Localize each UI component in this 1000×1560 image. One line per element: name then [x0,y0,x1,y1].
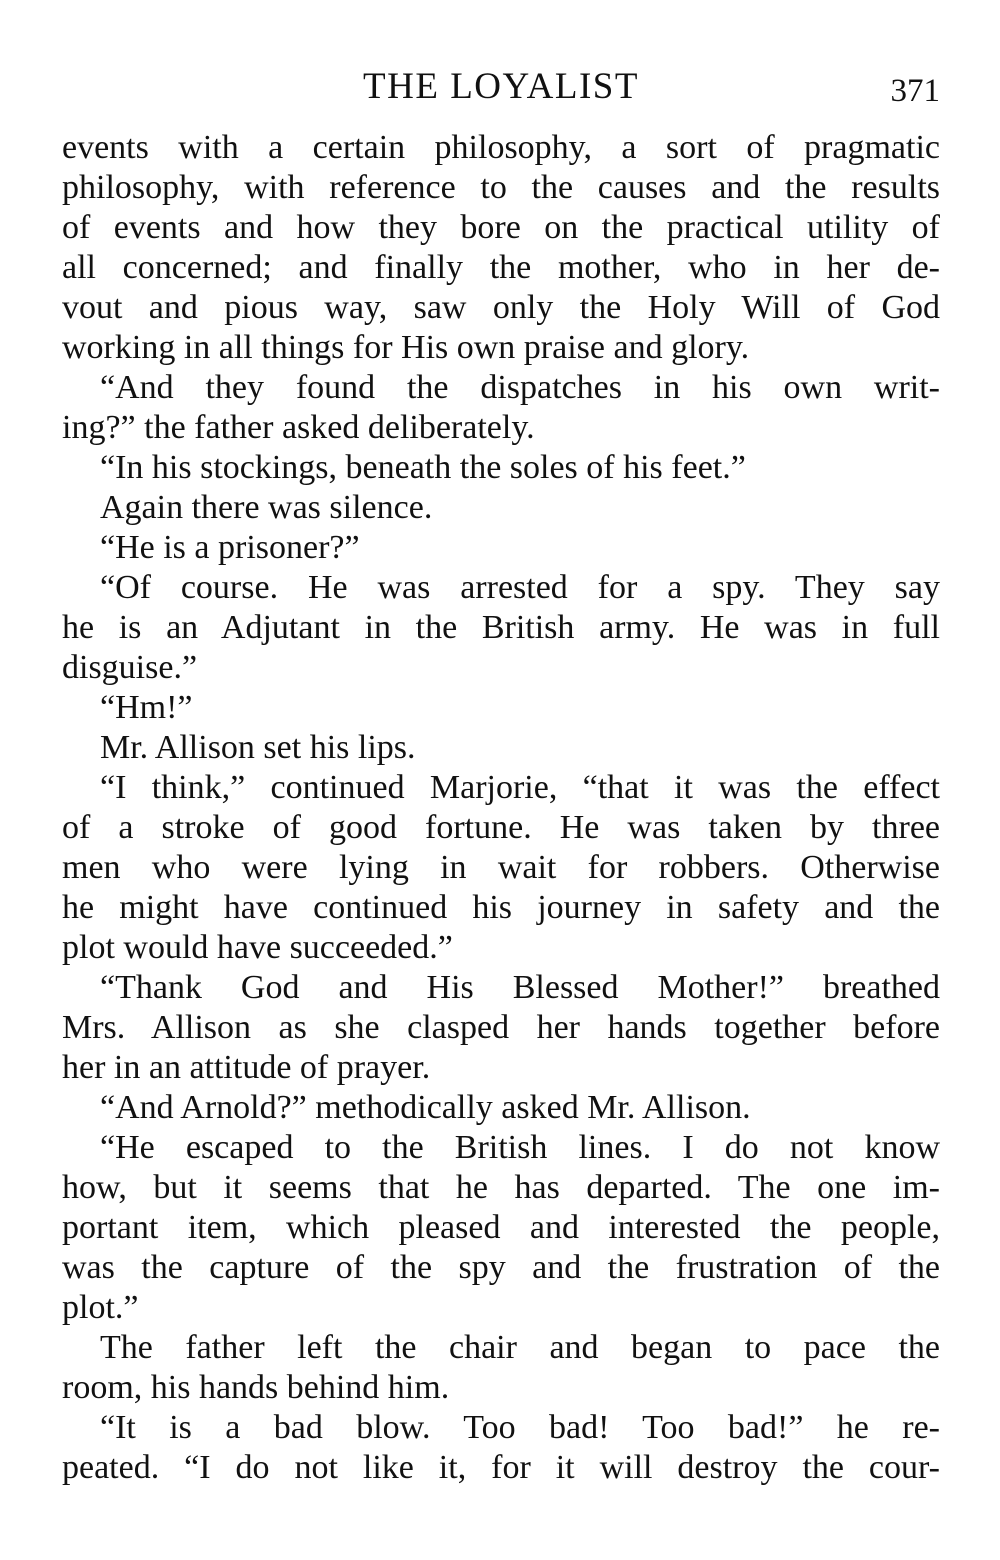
text-line: “In his stockings, beneath the soles of his feet.” [100,449,746,486]
text-line: Mr. Allison set his lips. [100,729,416,766]
text-line: of a stroke of good fortune. He was taken by three [62,809,940,846]
body-text [62,128,940,1488]
text-line: how, but it seems that he has departed. The one im- [62,1169,940,1206]
text-line: men who were lying in wait for robbers. Otherwise [62,849,940,886]
text-line: working in all things for His own praise and glory. [62,329,750,366]
text-line: “He escaped to the British lines. I do not know [100,1129,940,1166]
text-line: events with a certain philosophy, a sort of pragmatic [62,129,940,166]
text-line: all concerned; and finally the mother, who in her de- [62,249,940,286]
text-line: peated. “I do not like it, for it will destroy the cour- [62,1449,940,1486]
text-line: “I think,” continued Marjorie, “that it was the effect [100,769,940,806]
text-line: “Of course. He was arrested for a spy. They say [100,569,940,606]
text-line: “It is a bad blow. Too bad! Too bad!” he re- [100,1409,940,1446]
text-line: plot would have succeeded.” [62,929,453,966]
text-line: was the capture of the spy and the frustration of the [62,1249,940,1286]
text-line: vout and pious way, saw only the Holy Will of God [62,289,940,326]
text-line: philosophy, with reference to the causes and the results [62,169,940,206]
text-line: “Thank God and His Blessed Mother!” breathed [100,969,940,1006]
text-line: Mrs. Allison as she clasped her hands together before [62,1009,940,1046]
text-line: ing?” the father asked deliberately. [62,409,535,446]
text-line: portant item, which pleased and interested the people, [62,1209,940,1246]
text-line: disguise.” [62,649,198,686]
running-title: THE LOYALIST [363,66,639,107]
running-header [62,62,940,112]
text-line: Again there was silence. [100,489,433,526]
text-line: “He is a prisoner?” [100,529,360,566]
text-line: he is an Adjutant in the British army. He was in full [62,609,940,646]
text-line: of events and how they bore on the practical utility of [62,209,940,246]
text-line: plot.” [62,1289,139,1326]
text-line: “And Arnold?” methodically asked Mr. Allison. [100,1089,751,1126]
text-line: “And they found the dispatches in his own writ- [100,369,940,406]
text-line: The father left the chair and began to pace the [100,1329,940,1366]
text-line: her in an attitude of prayer. [62,1049,431,1086]
text-line: “Hm!” [100,689,193,726]
text-line: he might have continued his journey in safety and the [62,889,940,926]
page-number: 371 [890,73,940,109]
text-line: room, his hands behind him. [62,1369,450,1406]
